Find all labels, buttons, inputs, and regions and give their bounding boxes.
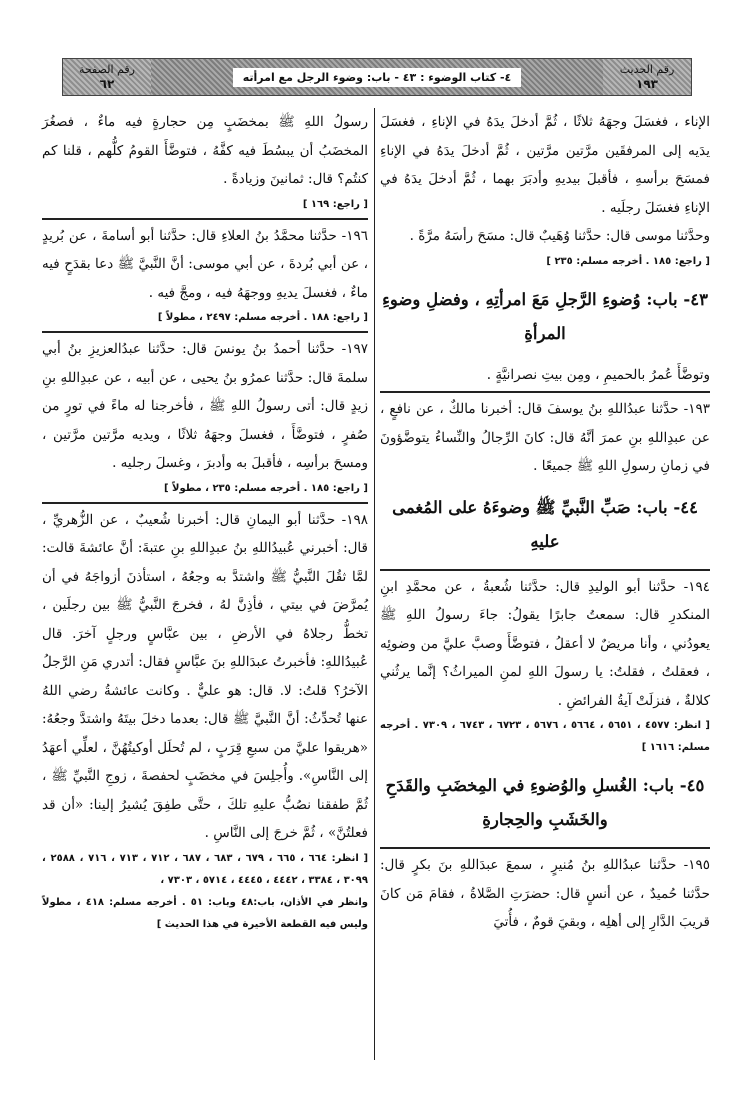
hadith-197: ١٩٧- حدَّثنا أحمدُ بنُ يونسَ قال: حدَّثنا عبدُالعزيزِ بنُ أبي سلمةَ قال: حدَّثنا عمرُو بنُ يحيى ، عن أبيه ، عن عبدِاللهِ بنِ زيدٍ قال: أتى رسولُ اللهِ ﷺ ، فأخرجنا له ماءً في تورٍ من صُفرٍ ، فتوضَّأَ ، فغسلَ وجهَهُ ثلاثًا ، ويديه مرَّتين مرَّتين ، ومسحَ برأسِه ، فأقبلَ به وأدبرَ ، وغسلَ رجليه . <box>42 331 368 478</box>
header-title-band <box>151 59 603 95</box>
hadith-193: ١٩٣- حدَّثنا عبدُاللهِ بنُ يوسفَ قال: أخبرنا مالكٌ ، عن نافعٍ ، عن عبدِاللهِ بنِ عمرَ أنَّهُ قال: كانَ الرِّجالُ والنِّساءُ يتوضَّؤونَ في زمانِ رسولِ اللهِ ﷺ جميعًا . <box>380 391 710 481</box>
header-title: ٤- كتاب الوضوء : ٤٣ - باب: وضوء الرجل مع امرأته <box>233 68 522 87</box>
left-column <box>42 108 368 936</box>
paragraph: وتوضَّأَ عُمرُ بالحميمِ ، ومِن بيتِ نصرانيَّةٍ . <box>486 366 710 383</box>
paragraph: رسولُ اللهِ ﷺ بمخضَبٍ مِن حجارةٍ فيه ماءٌ ، فصغُرَ المخضَبُ أن يبسُطَ فيه كفَّهُ ، فتوضَّأَ القومُ كلُّهم ، قلنا كم كنتُم؟ قال: ثمانينَ وزيادةً . <box>42 114 368 187</box>
column-divider <box>374 108 375 1060</box>
hadith-198: ١٩٨- حدَّثنا أبو اليمانِ قال: أخبرنا شُعيبٌ ، عن الزُّهريِّ ، قال: أخبرني عُبيدُاللهِ بنُ عبدِاللهِ بنِ عتبةَ: أنَّ عائشةَ قالت: لمَّا ثقُلَ النَّبيُّ ﷺ واشتدَّ به وجعُهُ ، استأذنَ أزواجَهُ في أن يُمرَّضَ في بيتي ، فأذِنَّ لهُ ، فخرجَ النَّبيُّ ﷺ بين رجلَين ، تخطُّ رجلاهُ في الأرضِ ، بين عبَّاسٍ ورجلٍ آخرَ. قال عُبيدُاللهِ: فأخبرتُ عبدَاللهِ بنَ عبَّاسٍ فقال: أتدري مَنِ الرَّجلُ الآخرُ؟ قلتُ: لا. قال: هو عليٌّ . وكانت عائشةُ رضي اللهُ عنها تُحدِّثُ: أنَّ النَّبيَّ ﷺ قال: بعدما دخلَ بيتَهُ واشتدَّ وجعُهُ: «هريقوا عليَّ من سبعِ قِرَبٍ ، لم تُحلَل أوكيتُهُنَّ ، لعلِّي أعهَدُ إلى النَّاسِ». وأُجلِسَ في مخضَبٍ لحفصةَ ، زوجِ النَّبيِّ ﷺ ، ثُمَّ طفقنا نصُبُّ عليهِ تلكَ ، حتَّى طفِقَ يُشيرُ إلينا: «أن قد فعلتُنَّ» ، ثُمَّ خرجَ إلى النَّاسِ . <box>42 502 368 848</box>
page-number: ٦٢ <box>99 77 115 91</box>
chapter-heading-44: ٤٤- باب: صَبِّ النَّبيِّ ﷺ وضوءَهُ على المُغمى عليهِ <box>392 497 698 551</box>
reference-note: [ راجع: ١٦٩ ] <box>302 198 368 210</box>
reference-note: [ راجع: ١٨٥ . أخرجه مسلم: ٢٣٥ ، مطولاً ] <box>163 482 368 494</box>
reference-note: وانظر في الأذان، باب:٤٨ وباب: ٥١ . أخرجه مسلم: ٤١٨ ، مطولاً وليس فيه القطعة الأخيرة في هذا الحديث ] <box>42 896 368 930</box>
reference-note: [ راجع: ١٨٨ . أخرجه مسلم: ٢٤٩٧ ، مطولاً ] <box>157 312 368 323</box>
paragraph: الإناء ، فغسَلَ وجهَهُ ثلاثًا ، ثُمَّ أدخلَ يدَهُ في الإناءِ ، فغسَلَ يدَيه إلى المرفقَين مرَّتين مرَّتين ، ثُمَّ أدخلَ يدَهُ في الإناءِ فمسَحَ برأسهِ ، فأقبلَ بيديهِ وأدبَرَ بهما ، ثُمَّ أدخلَ يدَهُ في الإناءِ فغسَلَ رجلَيه . <box>380 114 710 216</box>
reference-note: [ انظر: ٤٥٧٧ ، ٥٦٥١ ، ٥٦٦٤ ، ٥٦٧٦ ، ٦٧٢٣ ، ٦٧٤٣ ، ٧٣٠٩ . أخرجه مسلم: ١٦١٦ ] <box>380 720 710 753</box>
right-column <box>380 108 710 937</box>
chapter-heading-43: ٤٣- باب: وُضوءِ الرَّجلِ مَعَ امرأتِهِ ، وفضلِ وضوءِ المرأةِ <box>382 289 708 343</box>
chapter-heading-45: ٤٥- باب: الغُسلِ والوُضوءِ في المِخضَبِ والقَدَحِ والخَشَبِ والحِجارةِ <box>385 776 705 829</box>
page-number-box <box>63 59 151 95</box>
page-header <box>62 58 692 96</box>
reference-note: [ راجع: ١٨٥ . أخرجه مسلم: ٢٣٥ ] <box>546 255 710 267</box>
hadith-number: ١٩٣ <box>636 77 658 91</box>
reference-note: [ انظر: ٦٦٤ ، ٦٦٥ ، ٦٧٩ ، ٦٨٣ ، ٦٨٧ ، ٧١٢ ، ٧١٣ ، ٧١٦ ، ٢٥٨٨ ، ٣٠٩٩ ، ٣٣٨٤ ، ٤٤٤٢ ، ٤٤٤٥ ، ٥٧١٤ ، ٧٣٠٣ ، <box>42 852 369 886</box>
hadith-number-label: رقم الحديث <box>619 63 675 76</box>
hadith-194: ١٩٤- حدَّثنا أبو الوليدِ قال: حدَّثنا شُعبةُ ، عن محمَّدِ ابنِ المنكدرِ قال: سمعتُ جابرًا يقولُ: جاءَ رسولُ اللهِ ﷺ يعودُني ، وأنا مريضٌ لا أعقلُ ، فتوضَّأَ وصبَّ عليَّ من وضوئِه ، فعقلتُ ، فقلتُ: يا رسولَ اللهِ لمنِ الميراثُ؟ إنَّما يرثُني كلالةٌ ، فنزلَتْ آيةُ الفرائضِ . <box>380 569 710 716</box>
hadith-196: ١٩٦- حدَّثنا محمَّدُ بنُ العلاءِ قال: حدَّثنا أبو أسامةَ ، عن بُريدٍ ، عن أبي بُردةَ ، عن أبي موسى: أنَّ النَّبيَّ ﷺ دعا بقدَحٍ فيه ماءٌ ، فغسلَ يديهِ ووجهَهُ فيه ، ومجَّ فيه . <box>42 218 368 308</box>
hadith-number-box <box>603 59 691 95</box>
paragraph: وحدَّثنا موسى قال: حدَّثنا وُهَيبٌ قال: مسَحَ رأسَهُ مرَّةً . <box>409 228 710 244</box>
hadith-195: ١٩٥- حدَّثنا عبدُاللهِ بنُ مُنيرٍ ، سمعَ عبدَاللهِ بنَ بكرٍ قال: حدَّثنا حُميدٌ ، عن أنسٍ قال: حضرَتِ الصَّلاةُ ، فقامَ مَن كانَ قريبَ الدَّارِ إلى أهلِه ، وبقيَ قومٌ ، فأُتيَ <box>380 847 710 937</box>
page-number-label: رقم الصفحة <box>79 63 135 76</box>
